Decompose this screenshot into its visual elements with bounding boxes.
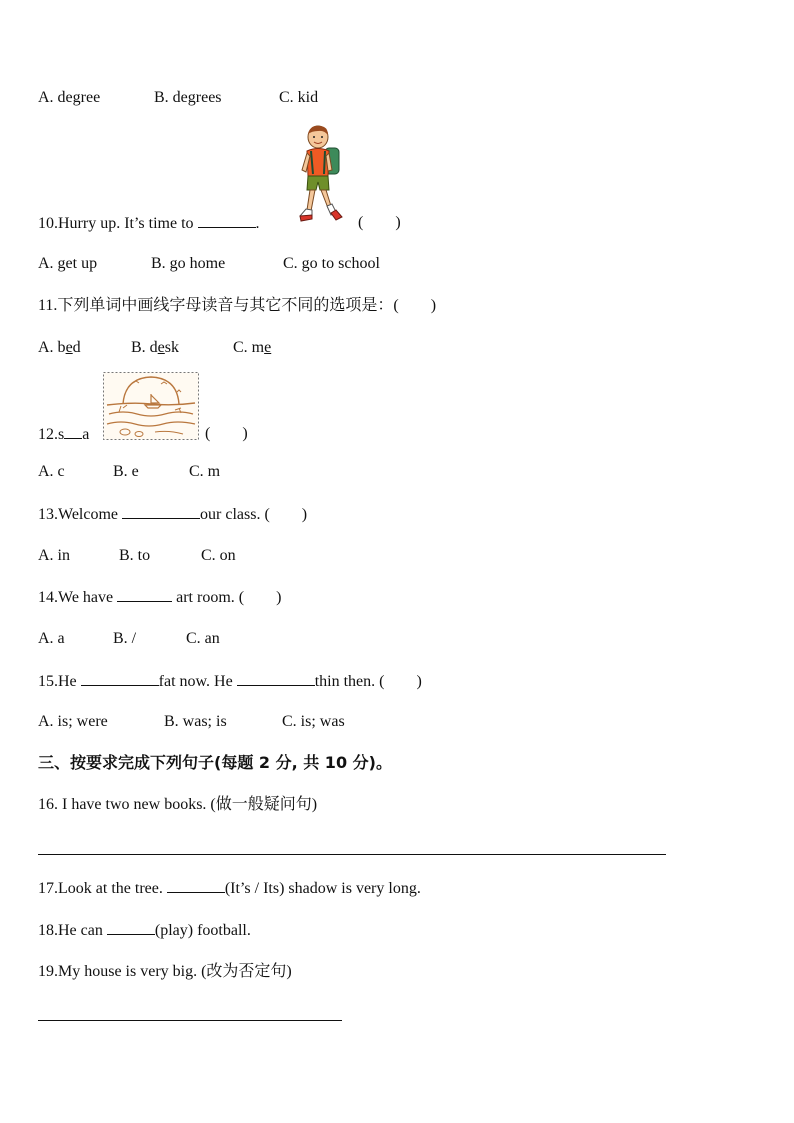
q14-option-a: A. a (38, 630, 65, 647)
q10-paren[interactable]: ( ) (358, 214, 401, 231)
q10-text-before: Hurry up. It’s time to (58, 215, 198, 232)
q11-option-a-prefix: A. b (38, 339, 66, 356)
q14-option-c: C. an (186, 630, 220, 647)
q13-number: 13. (38, 506, 58, 523)
q14-option-b: B. / (113, 630, 137, 647)
q17-number: 17. (38, 880, 58, 897)
q19-question (38, 962, 292, 982)
q17-text-after: (It’s / Its) shadow is very long. (224, 880, 421, 897)
q13-text-after: our class. (200, 506, 261, 523)
q10-answer-blank[interactable] (198, 213, 256, 228)
q13-option-a: A. in (38, 547, 70, 564)
q14-question (38, 587, 281, 608)
q12-option-a: A. c (38, 463, 65, 480)
q11-option-b (131, 338, 179, 358)
section-3-heading: 三、按要求完成下列句子(每题 2 分, 共 10 分)。 (38, 753, 392, 772)
q11-option-c-underlined: e (264, 339, 272, 356)
q12-option-c: C. m (189, 463, 221, 480)
q12-option-b: B. e (113, 463, 139, 480)
q18-answer-blank[interactable] (107, 920, 155, 935)
q19-number: 19. (38, 963, 58, 980)
q16-question (38, 795, 317, 815)
q12-answer-blank[interactable] (64, 424, 82, 439)
q11-option-b-underlined: e (157, 339, 165, 356)
q12-number: 12. (38, 426, 58, 443)
q13-answer-blank[interactable] (122, 504, 200, 519)
q11-number: 11. (38, 297, 58, 314)
q15-option-c: C. is; was (282, 713, 345, 730)
q18-text-before: He can (58, 922, 107, 939)
q13-option-b: B. to (119, 547, 151, 564)
q11-option-b-suffix: sk (164, 339, 180, 356)
q12-question (38, 424, 89, 445)
q15-answer-blank-2[interactable] (237, 671, 315, 686)
q11-option-a (38, 338, 81, 358)
q15-paren[interactable]: ( ) (379, 673, 422, 690)
q13-option-c: C. on (201, 547, 236, 564)
sea-sunset-icon (103, 372, 199, 440)
q13-question (38, 504, 307, 525)
q16-answer-line[interactable] (38, 854, 666, 855)
q18-number: 18. (38, 922, 58, 939)
q14-text-after: art room. (172, 589, 235, 606)
q19-answer-line[interactable] (38, 1020, 342, 1021)
q13-paren[interactable]: ( ) (264, 506, 308, 523)
q17-question (38, 878, 421, 899)
q10-option-a: A. get up (38, 255, 98, 272)
q12-text-pre: s (58, 426, 65, 443)
q17-text-before: Look at the tree. (58, 880, 167, 897)
q9-option-b: B. degrees (154, 89, 222, 106)
q10-number: 10. (38, 215, 58, 232)
q11-option-a-underlined: e (65, 339, 73, 356)
q15-option-a: A. is; were (38, 713, 108, 730)
q15-question (38, 671, 422, 692)
q16-number: 16. (38, 796, 58, 813)
q12-paren[interactable]: ( ) (205, 425, 248, 442)
q10-option-b: B. go home (151, 255, 226, 272)
q11-option-c (233, 338, 271, 358)
q10-question (38, 213, 260, 234)
q15-answer-blank-1[interactable] (81, 671, 159, 686)
q10-text-after: . (255, 215, 260, 232)
q16-text: I have two new books. (做一般疑问句) (58, 796, 318, 813)
q17-answer-blank[interactable] (167, 878, 225, 893)
q11-option-a-suffix: d (72, 339, 81, 356)
q15-text-3: thin then. (314, 673, 376, 690)
q15-text-2: fat now. He (158, 673, 237, 690)
q14-number: 14. (38, 589, 58, 606)
q18-text-after: (play) football. (154, 922, 251, 939)
q10-option-c: C. go to school (283, 255, 380, 272)
q13-text-before: Welcome (58, 506, 123, 523)
q9-option-c: C. kid (279, 89, 319, 106)
q15-option-b: B. was; is (164, 713, 227, 730)
q19-text: My house is very big. (改为否定句) (58, 963, 292, 980)
q9-option-a: A. degree (38, 89, 101, 106)
q11-text: 下列单词中画线字母读音与其它不同的选项是：( ) (57, 297, 437, 314)
q14-answer-blank[interactable] (117, 587, 172, 602)
q11-question (38, 296, 436, 316)
q14-paren[interactable]: ( ) (238, 589, 282, 606)
q18-question (38, 920, 251, 941)
q12-text-post: a (82, 426, 90, 443)
boy-with-backpack-icon (298, 124, 344, 224)
q15-number: 15. (38, 673, 58, 690)
q15-text-1: He (58, 673, 81, 690)
q11-option-c-prefix: C. m (233, 339, 265, 356)
q11-option-b-prefix: B. d (131, 339, 158, 356)
q14-text-before: We have (58, 589, 118, 606)
